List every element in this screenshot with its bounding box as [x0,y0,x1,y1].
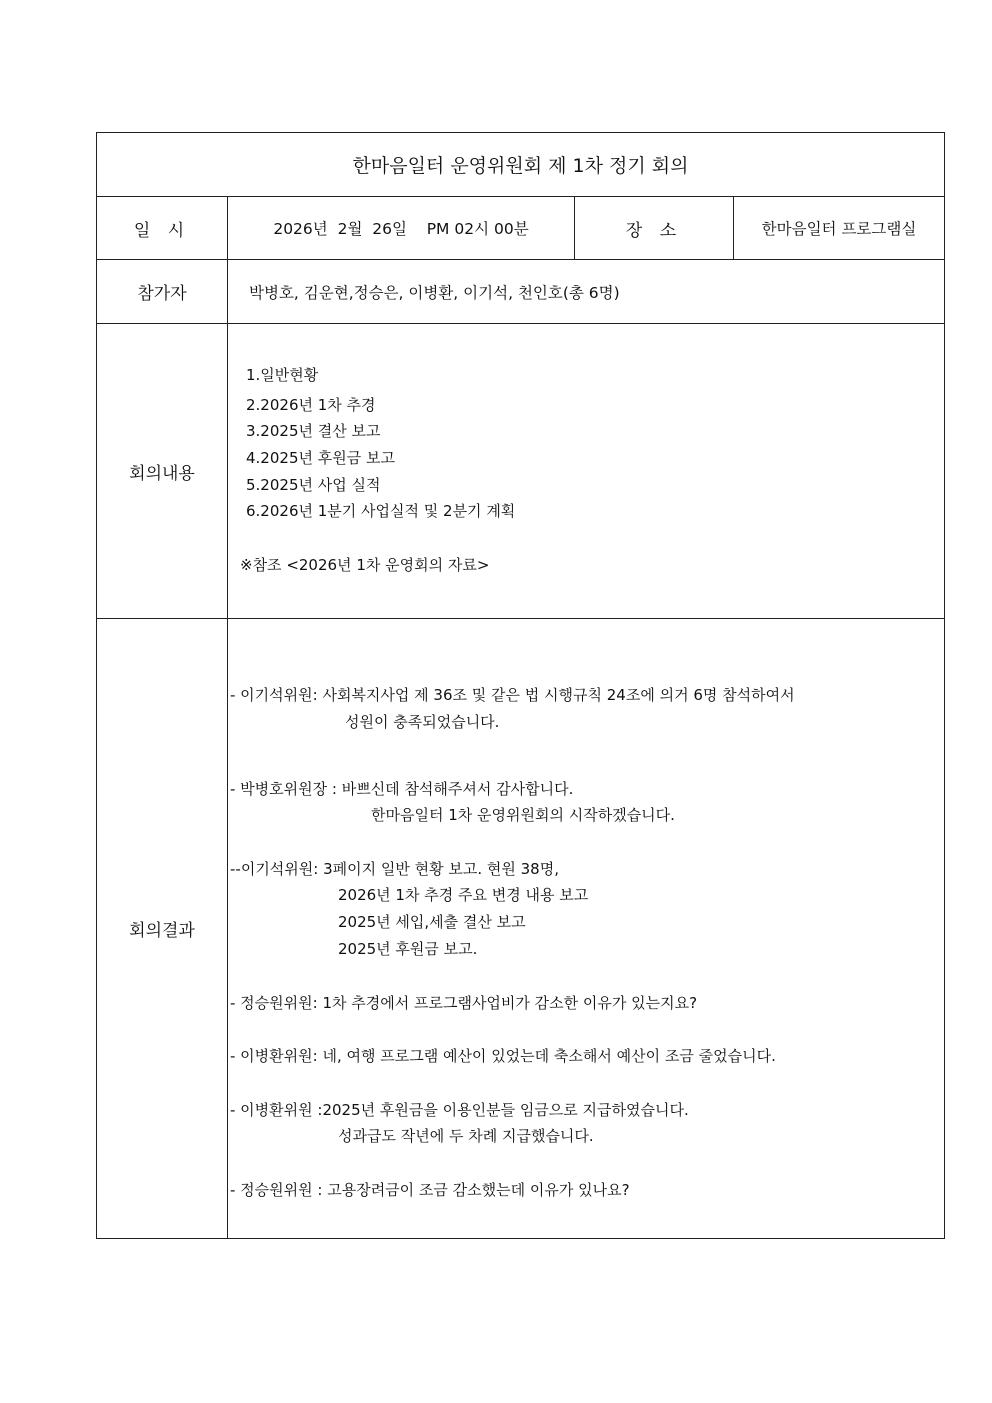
agenda-label: 회의내용 [97,324,228,618]
result-line: 2025년 후원금 보고. [338,940,478,958]
place-label: 장 소 [575,197,734,259]
agenda-item: 1.일반현황 [246,366,319,384]
attendees-row [97,260,944,324]
document-title: 한마음일터 운영위원회 제 1차 정기 회의 [352,155,689,177]
agenda-item: 5.2025년 사업 실적 [246,476,381,494]
meeting-minutes-table [96,132,945,1239]
date-value: 2026년 2월 26일 PM 02시 00분 [228,197,575,259]
date-label: 일 시 [97,197,228,259]
agenda-row [97,324,944,619]
results-row [97,619,944,1238]
agenda-content [228,324,944,618]
result-line: 2025년 세입,세출 결산 보고 [338,913,526,931]
results-content [228,619,944,1238]
result-line: 한마음일터 1차 운영위원회의 시작하겠습니다. [371,806,675,824]
agenda-item: 6.2026년 1분기 사업실적 및 2분기 계획 [246,502,516,520]
result-line: - 이병환위원 :2025년 후원금을 이용인분들 임금으로 지급하였습니다. [230,1101,689,1119]
date-place-row [97,197,944,260]
attendees-value: 박병호, 김운현,정승은, 이병환, 이기석, 천인호(총 6명) [249,283,620,302]
result-line: - 박병호위원장 : 바쁘신데 참석해주셔서 감사합니다. [230,780,574,798]
result-line: --이기석위원: 3페이지 일반 현황 보고. 현원 38명, [230,860,559,878]
result-line: 2026년 1차 추경 주요 변경 내용 보고 [338,886,589,904]
results-label: 회의결과 [97,619,228,1238]
result-line: - 이기석위원: 사회복지사업 제 36조 및 같은 법 시행규칙 24조에 의거 6명 참석하여서 [230,686,795,704]
title-row [97,133,944,197]
place-value: 한마음일터 프로그램실 [761,220,917,238]
result-line: - 정승원위원: 1차 추경에서 프로그램사업비가 감소한 이유가 있는지요? [230,994,698,1012]
result-line: - 이병환위원: 네, 여행 프로그램 예산이 있었는데 축소해서 예산이 조금 줄었습니다. [230,1047,776,1065]
result-line: 성원이 충족되었습니다. [345,713,500,731]
result-line: - 정승원위원 : 고용장려금이 조금 감소했는데 이유가 있나요? [230,1181,630,1199]
agenda-item: 3.2025년 결산 보고 [246,422,381,440]
agenda-item: 2.2026년 1차 추경 [246,396,376,414]
agenda-note: ※참조 <2026년 1차 운영회의 자료> [240,556,490,574]
attendees-label: 참가자 [97,260,228,323]
agenda-item: 4.2025년 후원금 보고 [246,449,395,467]
result-line: 성과급도 작년에 두 차례 지급했습니다. [338,1127,594,1145]
